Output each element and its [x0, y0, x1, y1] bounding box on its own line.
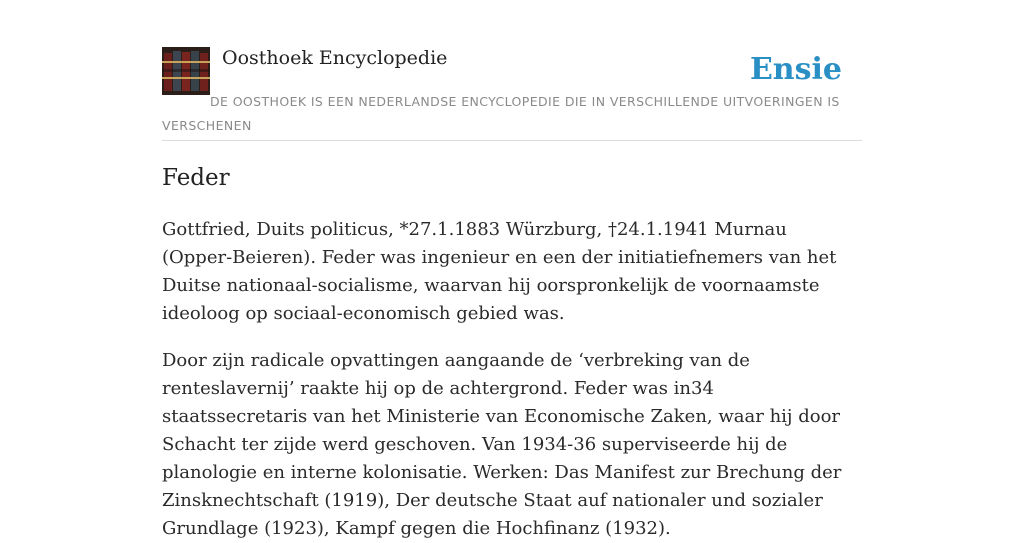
brand-logo[interactable]: Ensie	[749, 52, 842, 87]
site-tagline: DE OOSTHOEK IS EEN NEDERLANDSE ENCYCLOPEDIE DIE IN VERSCHILLENDE UITVOERINGEN IS VERSCHENEN	[162, 94, 840, 133]
encyclopedia-books-icon[interactable]	[162, 47, 210, 95]
article-paragraph: Door zijn radicale opvattingen aangaande de ‘verbreking van de renteslavernij’ raakte hij op de achtergrond. Feder was in34 staatssecretaris van het Ministerie van Economische Zaken, waar hij door Schacht ter zijde werd geschoven. Van 1934-36 superviseerde hij de planologie en interne kolonisatie. Werken: Das Manifest zur Brechung der Zinsknechtschaft (1919), Der deutsche Staat auf nationaler und sozialer Grundlage (1923), Kampf gegen die Hochfinanz (1932).	[162, 350, 842, 539]
article	[162, 160, 862, 543]
article-title: Feder	[162, 165, 230, 191]
site-name[interactable]: Oosthoek Encyclopedie	[222, 47, 448, 69]
article-paragraph: Gottfried, Duits politicus, *27.1.1883 Würzburg, †24.1.1941 Murnau (Opper-Beieren). Feder was ingenieur en een der initiatiefnemers van het Duitse nationaal-socialisme, waarvan hij oorspronkelijk de voornaamste ideoloog op sociaal-economisch gebied was.	[162, 219, 837, 324]
site-header	[162, 46, 862, 141]
